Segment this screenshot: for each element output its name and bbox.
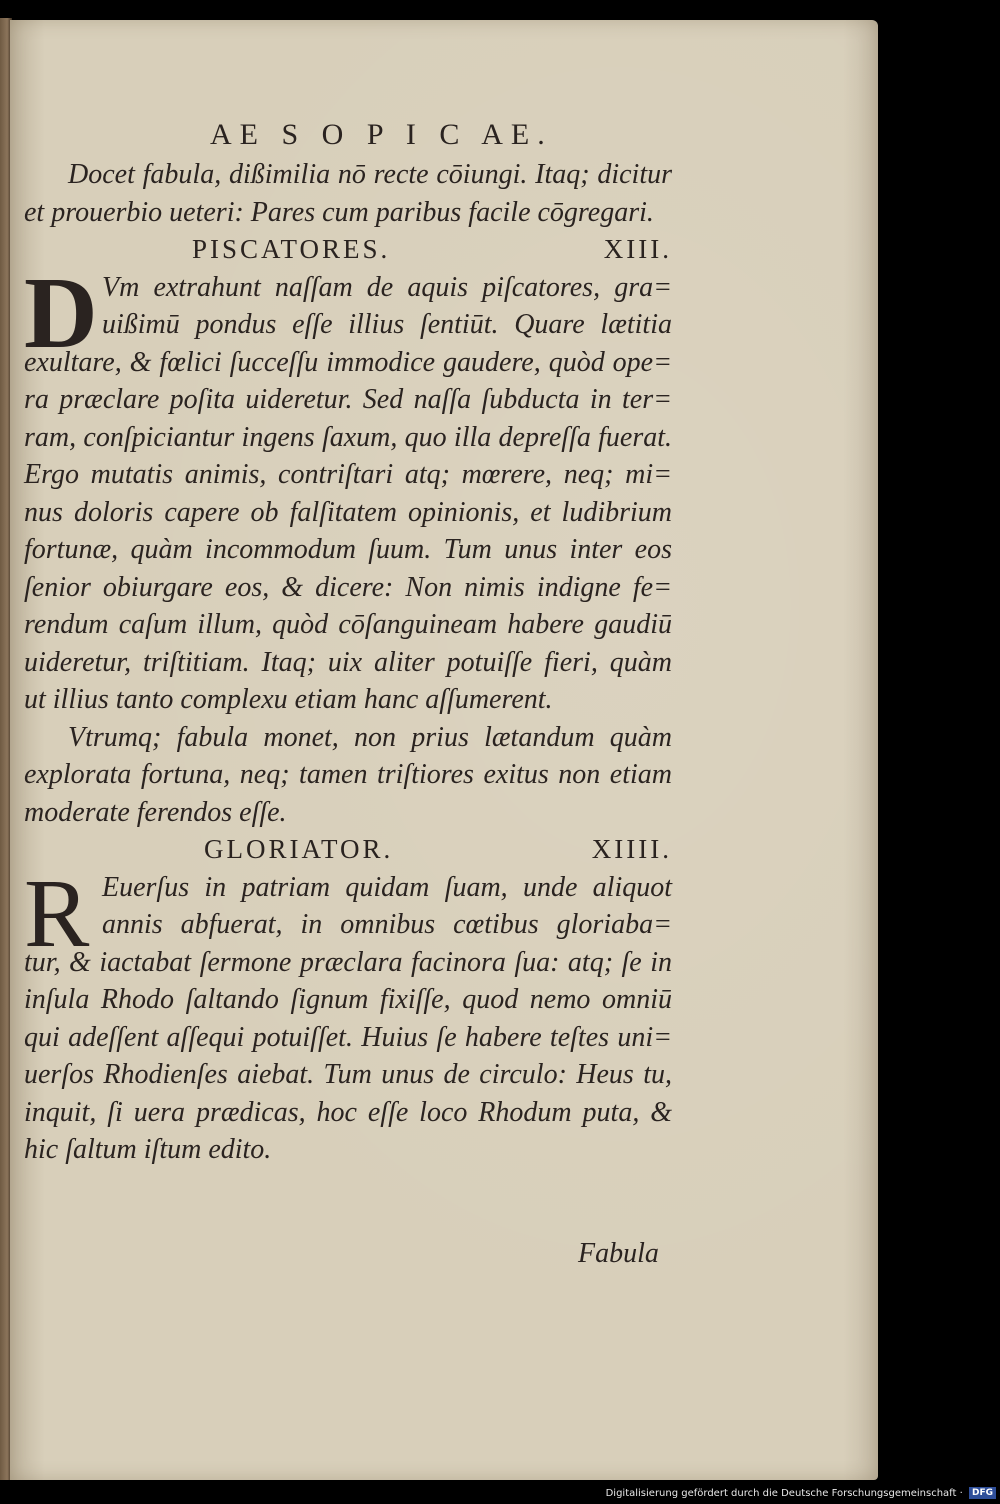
credit-text: Digitalisierung gefördert durch die Deutsche Forschungsgemeinschaft · [605,1488,963,1499]
fable-14-line-8: hic ſaltum iſtum edito. [24,1134,272,1165]
fable-13-line-4: ra præclare poſita uideretur. Sed naſſa ſubducta in ter= [24,384,672,415]
fable-13-line-5: ram, conſpiciantur ingens ſaxum, quo illa depreſſa fuerat. [24,421,672,453]
fable-13-line-8: fortunæ, quàm incommodum ſuum. Tum unus inter eos [24,534,672,565]
fable-14-line-7: inquit, ſi uera prædicas, hoc eſſe loco Rhodum puta, & [24,1096,672,1128]
drop-capital-d: D [24,256,98,370]
moral-line-2: et prouerbio ueteri: Pares cum paribus facile cōgregari. [24,196,654,228]
dfg-logo: DFG [969,1487,996,1499]
head-spacer [24,104,672,156]
catchword: Fabula [578,1238,659,1269]
fable-13-moral-2: explorata fortuna, neq; tamen triſtiores exitus non etiam [24,759,672,790]
moral-line-1: Docet fabula, dißimilia nō recte cōiungi. Itaq; dicitur [68,159,672,190]
page-text [24,104,672,1169]
fable-13-moral-3: moderate ferendos eſſe. [24,796,287,828]
fable-13-heading [24,231,672,269]
fable-13-line-1: Vm extrahunt naſſam de aquis piſcatores, gra= [102,271,672,303]
fable-14-line-5: qui adeſſent aſſequi potuiſſet. Huius ſe habere teſtes uni= [24,1021,672,1053]
fable-14-line-3: tur, & iactabat ſermone præclara facinora ſua: atq; ſe in [24,946,672,978]
fable-13-line-2: uißimū pondus eſſe illius ſentiūt. Quare lætitia [102,309,672,340]
fable-14-number: XIIII. [591,834,672,864]
fable-14-line-2: annis abfuerat, in omnibus cœtibus gloriaba= [102,909,672,940]
fable-14-line-1: Euerſus in patriam quidam ſuam, unde aliquot [102,871,672,903]
fable-14-line-4: inſula Rhodo ſaltando ſignum fixiſſe, quod nemo omniū [24,984,672,1015]
fable-14-title: GLORIATOR. [204,834,394,864]
fable-13-number: XIII. [603,234,672,264]
fable-13-line-7: nus doloris capere ob falſitatem opinionis, et ludibrium [24,496,672,528]
drop-capital-r: R [24,859,90,968]
fable-14-line-6: uerſos Rhodienſes aiebat. Tum unus de circulo: Heus tu, [24,1059,672,1090]
fable-13-line-10: rendum caſum illum, quòd cōſanguineam habere gaudiū [24,609,672,640]
fable-13-moral-1: Vtrumq; fabula monet, non prius lætandum quàm [68,721,672,753]
digitization-credit [560,1485,996,1502]
fable-13-line-6: Ergo mutatis animis, contriſtari atq; mœrere, neq; mi= [24,459,672,490]
fable-13-title: PISCATORES. [192,234,391,264]
running-head: AE S O P I C AE. [210,118,553,151]
fable-13-line-11: uideretur, triſtitiam. Itaq; uix aliter potuiſſe fieri, quàm [24,646,672,678]
fable-13-line-9: ſenior obiurgare eos, & dicere: Non nimis indigne fe= [24,571,672,603]
fable-13-line-12: ut illius tanto complexu etiam hanc aſſumerent. [24,684,553,715]
fable-14-heading [24,831,672,869]
fable-13-line-3: exultare, & fœlici ſucceſſu immodice gaudere, quòd ope= [24,346,672,378]
